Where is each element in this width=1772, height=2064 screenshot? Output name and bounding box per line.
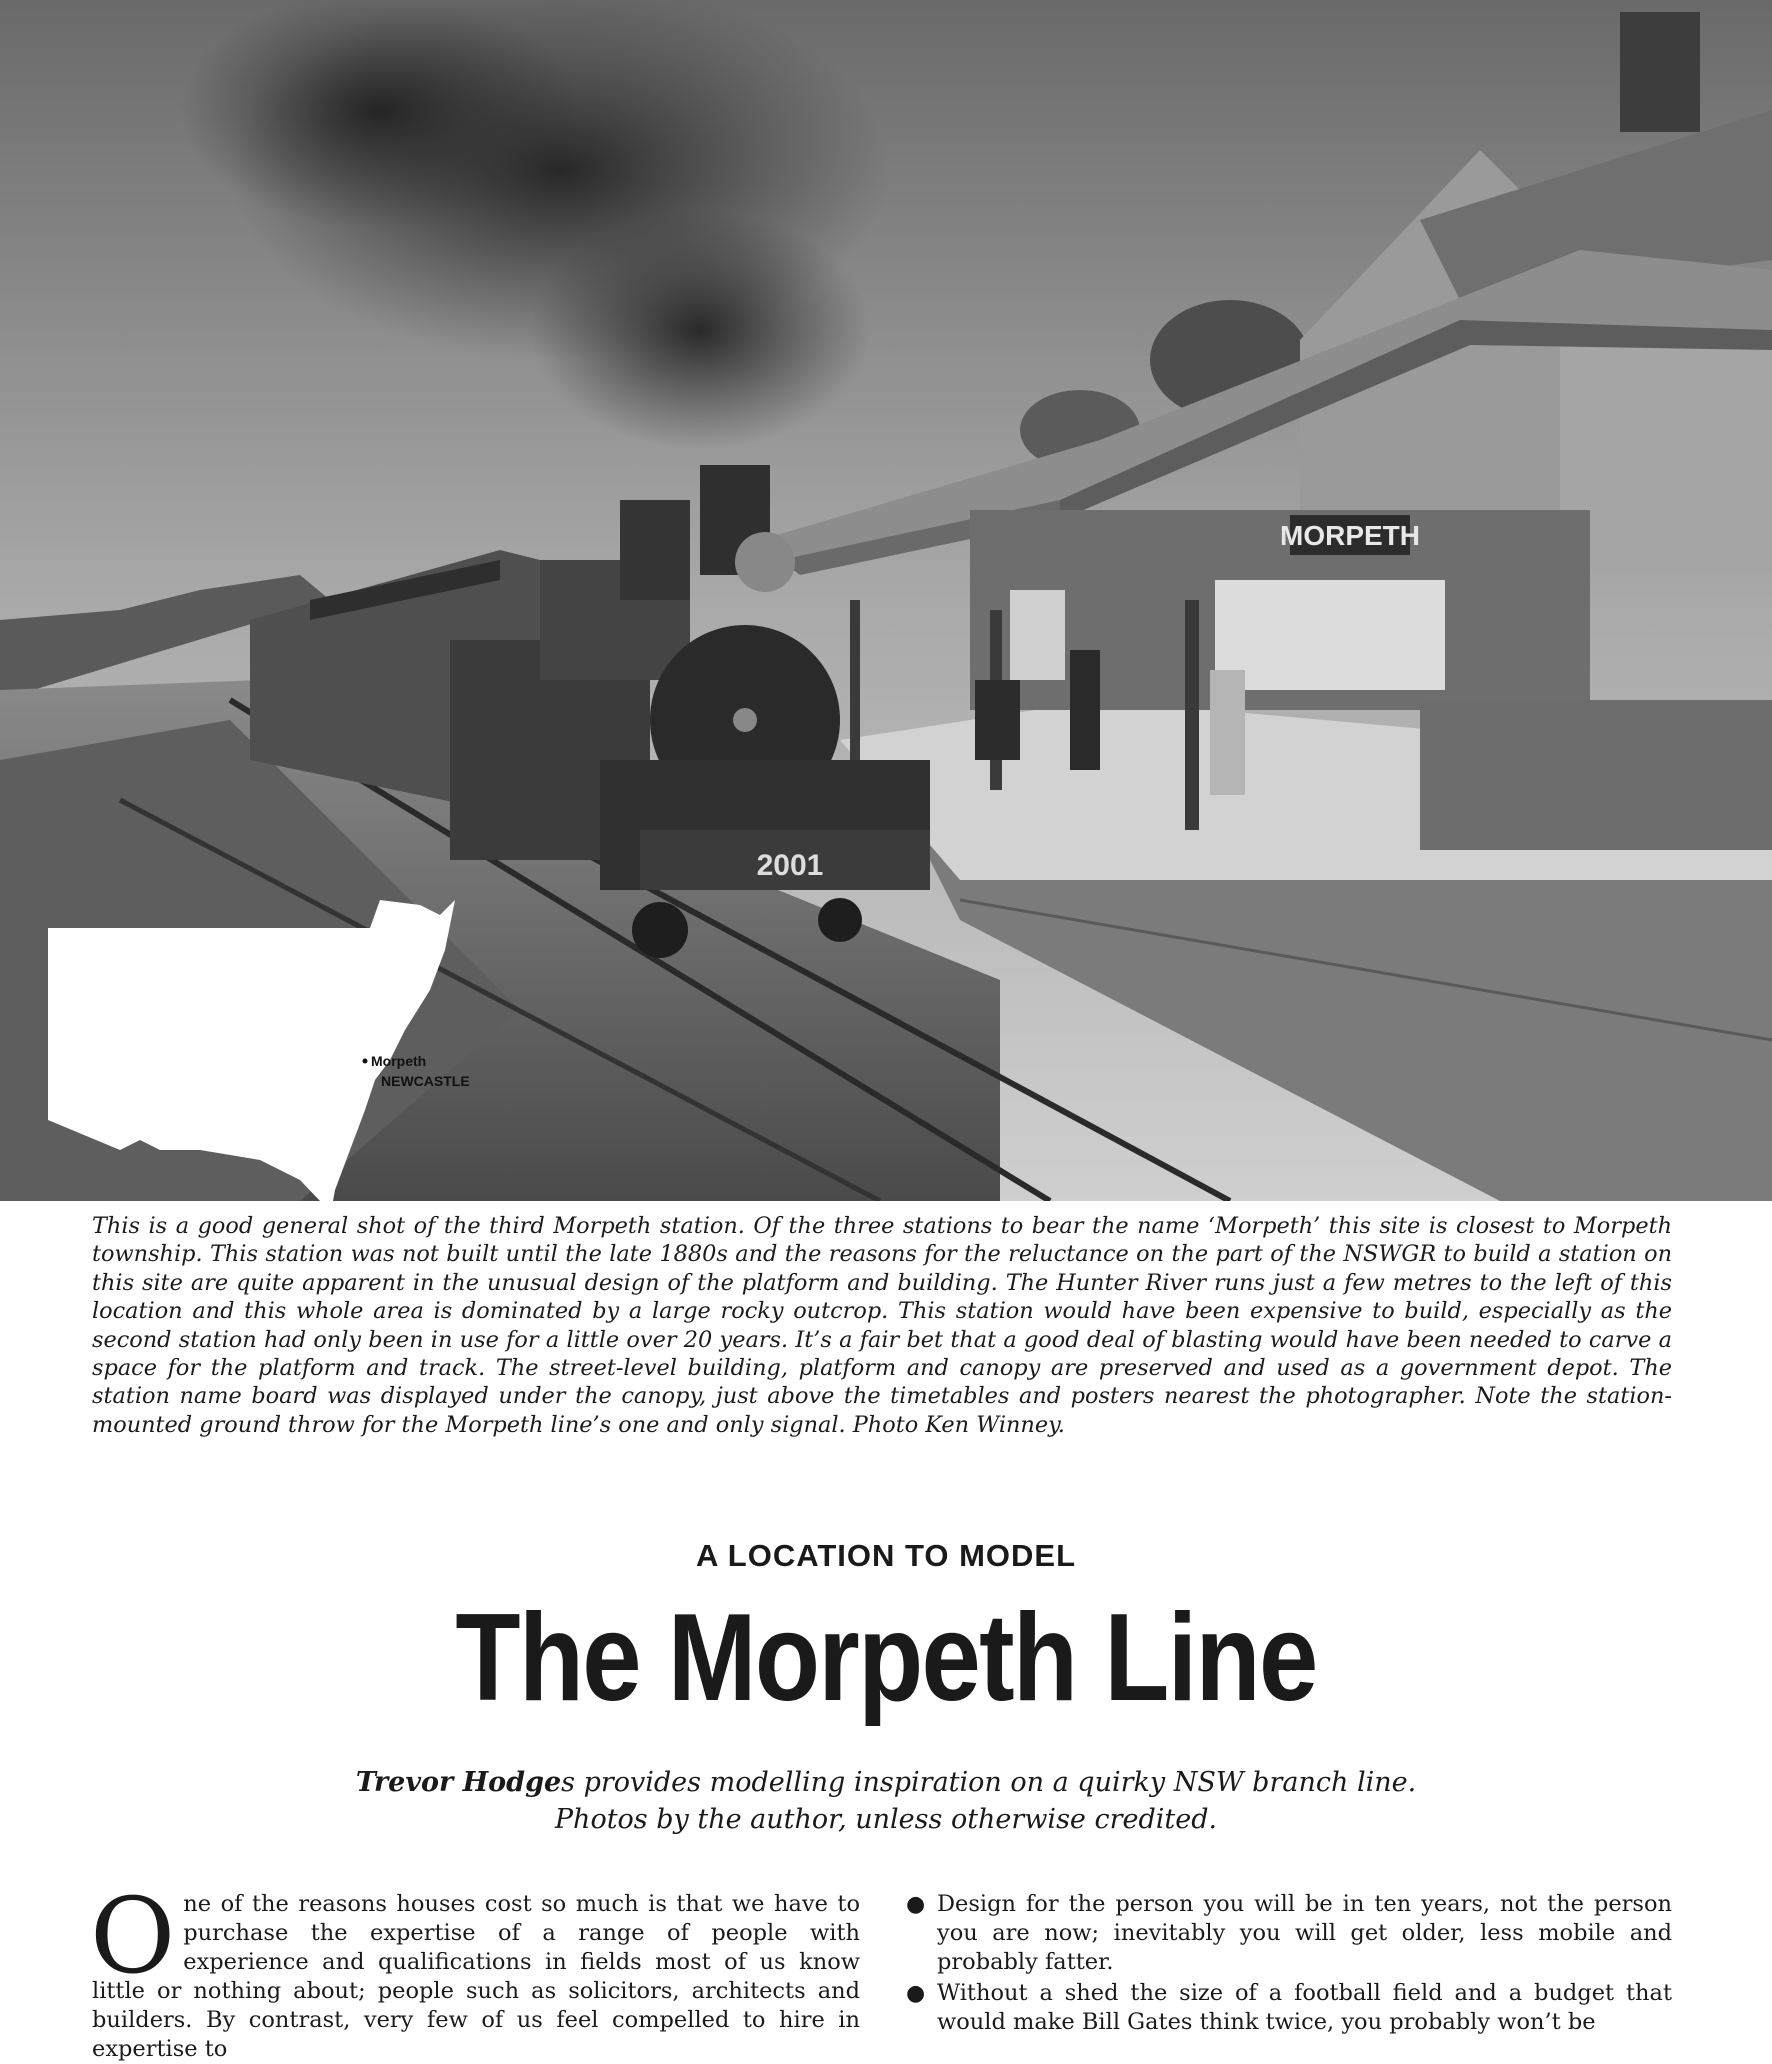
- morpeth-map-dot: [363, 1059, 368, 1064]
- section-kicker: A LOCATION TO MODEL: [695, 1538, 1077, 1573]
- standfirst-line-1-rest: s provides modelling inspiration on a quirky NSW branch line.: [561, 1767, 1417, 1798]
- standfirst: [0, 1764, 1772, 1838]
- station-sign-text: MORPETH: [1280, 520, 1420, 551]
- map-label-city: NEWCASTLE: [381, 1073, 470, 1089]
- standfirst-line-1: [0, 1764, 1772, 1801]
- body-column-right: [904, 1890, 1672, 2039]
- bullet-item: [904, 1890, 1672, 1977]
- standfirst-line-2: Photos by the author, unless otherwise credited.: [554, 1804, 1218, 1835]
- body-paragraph: ne of the reasons houses cost so much is that we have to purchase the expertise of a range of people with experience and qualifications in fields most of us know little or nothing about; people such as solicitors, architects and builders. By contrast, very few of us feel compelled to hire in expertise to: [92, 1891, 860, 2062]
- bullet-dot-icon: ●: [906, 1892, 926, 1917]
- body-column-left: [90, 1875, 860, 2064]
- bullet-text: Without a shed the size of a football field and a budget that would make Bill Gates think twice, you probably won’t be: [937, 1980, 1672, 2035]
- drop-cap: O: [90, 1875, 176, 1997]
- bullet-dot-icon: ●: [906, 1981, 926, 2006]
- article-title: The Morpeth Line: [455, 1589, 1317, 1727]
- photo-caption: This is a good general shot of the third Morpeth station. Of the three stations to bear the name ‘Morpeth’ this site is closest to Morpeth township. This station was not built until the late 1880s and the reasons for the reluctance on the part of the NSWGR to build a station on this site are quite apparent in the unusual design of the platform and building. The Hunter River runs just a few metres to the left of this location and this whole area is dominated by a large rocky outcrop. This station would have been expensive to build, especially as the second station had only been in use for a little over 20 years. It’s a fair bet that a good deal of blasting would have been needed to carve a space for the platform and track. The street-level building, platform and canopy are preserved and used as a government depot. The station name board was displayed under the canopy, just above the timetables and posters nearest the photographer. Note the station-mounted ground throw for the Morpeth line’s one and only signal. Photo Ken Winney.: [92, 1213, 1672, 1438]
- loco-number: 2001: [756, 849, 824, 882]
- author-name: Trevor Hodge: [355, 1767, 562, 1798]
- bullet-item: [904, 1979, 1672, 2037]
- map-label-town: Morpeth: [371, 1053, 427, 1069]
- bullet-text: Design for the person you will be in ten years, not the person you are now; inevitably you will get older, less mobile and probably fatter.: [937, 1891, 1672, 1975]
